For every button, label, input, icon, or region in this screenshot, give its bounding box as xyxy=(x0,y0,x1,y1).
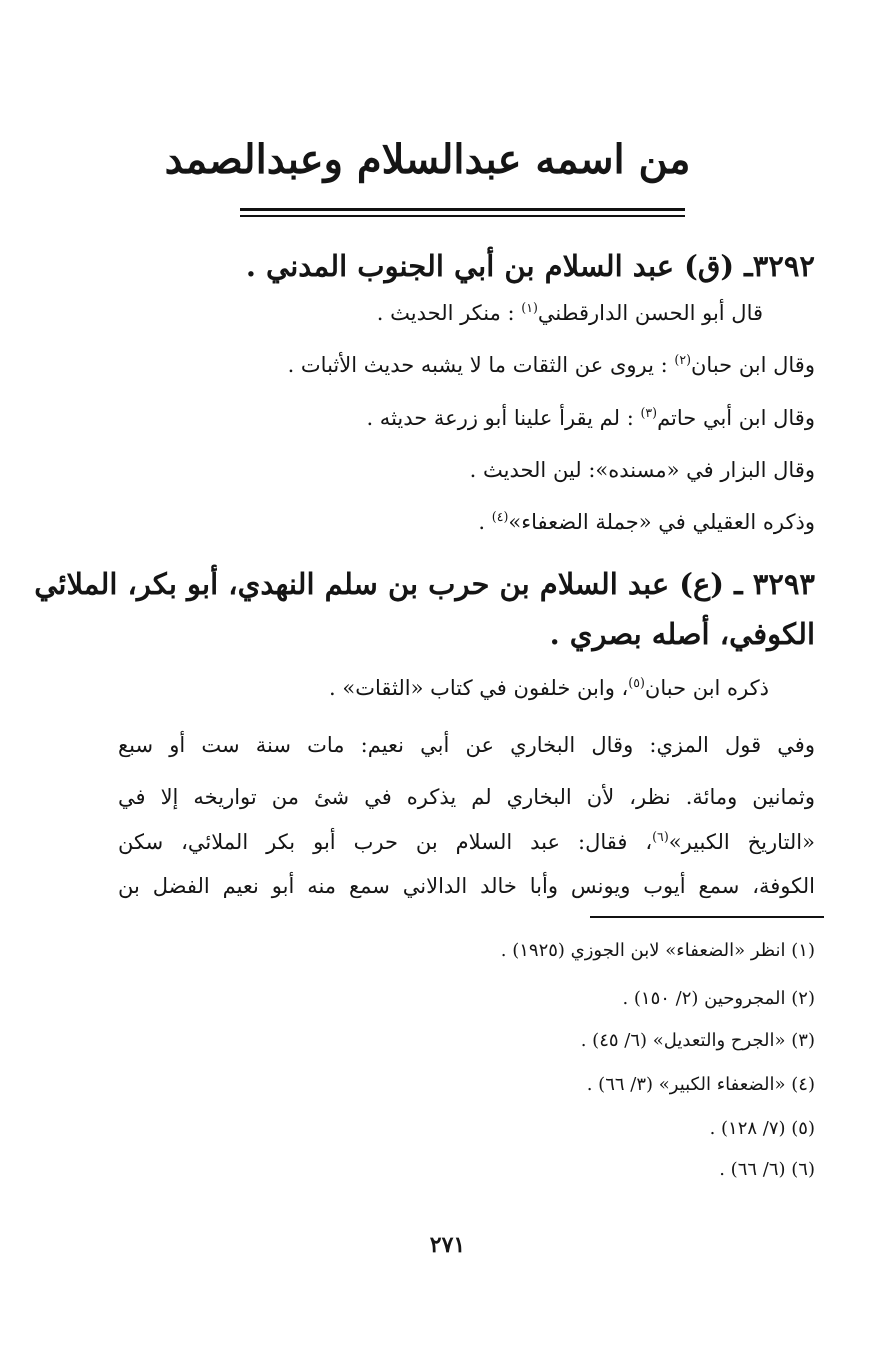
line-text: وقال ابن أبي حاتم xyxy=(657,406,815,430)
entry-3293-heading-cont: الكوفي، أصله بصري . xyxy=(549,617,815,651)
entry-3293-line xyxy=(329,675,769,700)
line-text: : منكر الحديث . xyxy=(376,301,522,325)
line-text: الكوفة، سمع أيوب ويونس وأبا خالد الدالاني سمع منه أبو نعيم الفضل بن xyxy=(118,874,815,898)
footnote-ref: (٣) xyxy=(640,405,658,420)
footnote-ref: (٥) xyxy=(628,675,645,690)
footnote-separator xyxy=(590,916,824,918)
paragraph-line xyxy=(118,787,815,808)
footnote-ref: (٢) xyxy=(674,352,691,367)
title-underline xyxy=(240,208,685,211)
line-text: وذكره العقيلي في «جملة الضعفاء» xyxy=(508,510,815,534)
entry-3292-line xyxy=(478,509,815,534)
footnote: (٥) (٧/ ١٢٨) . xyxy=(709,1118,815,1139)
entry-3292-heading: ٣٢٩٢ـ (ق) عبد السلام بن أبي الجنوب المدني . xyxy=(245,249,815,283)
entry-3293-heading: ٣٢٩٣ ـ (ع) عبد السلام بن حرب بن سلم النهدي، أبو بكر، الملائي xyxy=(34,567,815,601)
paragraph-line xyxy=(118,735,815,756)
paragraph-line xyxy=(118,829,815,854)
chapter-title: من اسمه عبدالسلام وعبدالصمد xyxy=(164,136,691,183)
footnote: (٣) «الجرح والتعديل» (٦/ ٤٥) . xyxy=(580,1030,815,1051)
line-text: : لم يقرأ علينا أبو زرعة حديثه . xyxy=(366,406,641,430)
footnote-ref: (٤) xyxy=(491,509,509,524)
page-number: ٢٧١ xyxy=(429,1232,466,1258)
line-text: قال أبو الحسن الدارقطني xyxy=(537,301,763,325)
entry-3292-line xyxy=(287,352,815,377)
title-underline-second xyxy=(240,215,685,217)
entry-3292-line xyxy=(366,405,815,430)
line-text: وفي قول المزي: وقال البخاري عن أبي نعيم: مات سنة ست أو سبع xyxy=(118,733,815,757)
line-text: وثمانين ومائة. نظر، لأن البخاري لم يذكره في شئ من تواريخه إلا في xyxy=(118,785,815,809)
line-text: : يروى عن الثقات ما لا يشبه حديث الأثبات . xyxy=(287,353,675,377)
footnote: (٤) «الضعفاء الكبير» (٣/ ٦٦) . xyxy=(586,1074,815,1095)
line-text: ، وابن خلفون في كتاب «الثقات» . xyxy=(329,676,629,700)
line-text: ذكره ابن حبان xyxy=(644,676,769,700)
entry-3292-line xyxy=(470,460,815,481)
footnote: (٦) (٦/ ٦٦) . xyxy=(719,1159,815,1180)
footnote: (٢) المجروحين (٢/ ١٥٠) . xyxy=(622,988,815,1009)
line-text: . xyxy=(478,510,492,534)
entry-3292-line xyxy=(376,300,763,325)
line-text: ، فقال: عبد السلام بن حرب أبو بكر الملائي، سكن xyxy=(118,830,653,854)
line-text: وقال البزار في «مسنده»: لين الحديث . xyxy=(469,458,815,482)
footnote: (١) انظر «الضعفاء» لابن الجوزي (١٩٢٥) . xyxy=(500,940,815,961)
line-text: «التاريخ الكبير» xyxy=(668,830,815,854)
footnote-ref: (١) xyxy=(521,300,538,315)
line-text: وقال ابن حبان xyxy=(691,353,815,377)
paragraph-line xyxy=(118,876,815,897)
footnote-ref: (٦) xyxy=(652,829,669,844)
